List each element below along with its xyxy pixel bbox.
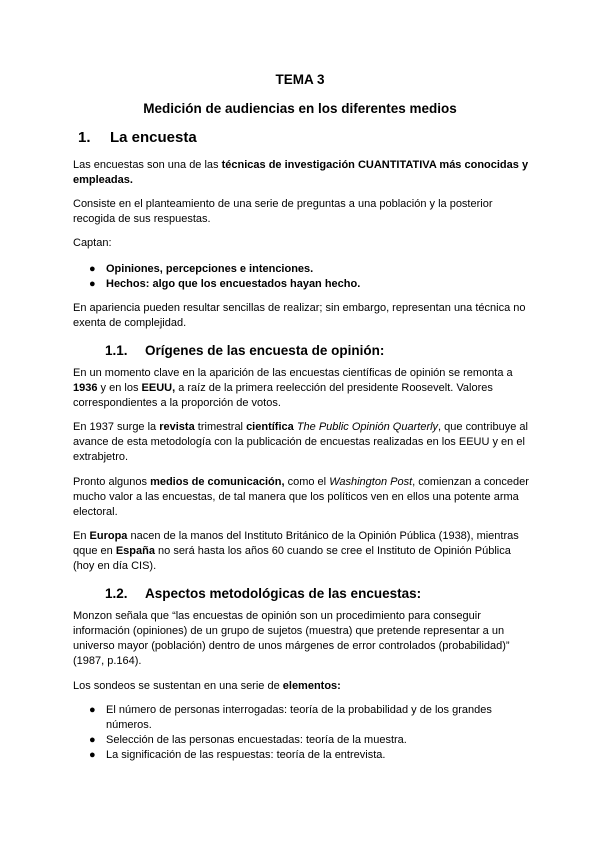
- text-run: , comienzan a conceder mucho valor a las encuestas, de tal manera que los políticos ven en ellos una potente arma electoral.: [73, 476, 529, 518]
- list-item: [73, 703, 533, 733]
- paragraph-captan: Captan:: [73, 237, 112, 249]
- bold-run: medios de comunicación,: [150, 476, 285, 488]
- italic-run: Washington Post: [329, 476, 413, 488]
- list-item: [73, 277, 533, 292]
- bold-run: España: [115, 545, 155, 557]
- paragraph-media: [73, 475, 533, 520]
- list-item-text: Opiniones, percepciones e intenciones.: [106, 263, 314, 275]
- text-run: no será hasta los años 60 cuando se cree el Instituto de Opinión Pública (hoy en día CIS).: [73, 545, 511, 572]
- text-run: a raíz de la primera reelección del presidente Roosevelt. Valores correspondientes a la proporción de votos.: [73, 382, 493, 409]
- elementos-list: [73, 703, 533, 763]
- paragraph-elementos: [73, 679, 533, 694]
- paragraph-europe: [73, 529, 533, 574]
- list-item: [73, 262, 533, 277]
- section-number: 1.2.: [105, 586, 128, 601]
- paragraph-1937: [73, 420, 533, 465]
- text-run: Pronto algunos: [73, 476, 151, 488]
- bold-run: EEUU,: [141, 382, 176, 394]
- bullet-icon: ●: [89, 734, 96, 746]
- section-title: Aspectos metodológicas de las encuestas:: [145, 586, 422, 601]
- captan-list: [73, 262, 533, 292]
- list-item-text: La significación de las respuestas: teoría de la entrevista.: [106, 749, 386, 761]
- italic-run: The Public Opinión Quarterly: [296, 421, 439, 433]
- bullet-icon: ●: [89, 263, 96, 275]
- bold-run: Europa: [89, 530, 128, 542]
- bullet-icon: ●: [89, 749, 96, 761]
- text-run: Las encuestas son una de las: [73, 159, 222, 171]
- paragraph-monzon-quote: Monzon señala que “las encuestas de opinión son un procedimiento para conseguir información (opiniones) de un grupo de sujetos (muestra) que pretende representar a un universo mayor (población) dentro de unos márgenes de error controlados (probabilidad)” (1987, p.164).: [73, 610, 510, 667]
- paragraph-definition: Consiste en el planteamiento de una serie de preguntas a una población y la posterior recogida de sus respuestas.: [73, 198, 493, 225]
- section-title: La encuesta: [110, 129, 197, 146]
- text-run: En: [73, 530, 90, 542]
- bullet-icon: ●: [89, 278, 96, 290]
- bullet-icon: ●: [89, 704, 96, 716]
- bold-run: revista: [159, 421, 195, 433]
- bold-run: técnicas de investigación CUANTITATIVA más conocidas y empleadas.: [73, 159, 529, 186]
- text-run: nacen de la manos del Instituto Británico de la Opinión Pública (1938), mientras qque en: [73, 530, 519, 557]
- text-run: como el: [284, 476, 330, 488]
- text-run: En un momento clave en la aparición de las encuestas científicas de opinión se remonta a: [73, 367, 513, 379]
- page-subtitle: Medición de audiencias en los diferentes medios: [143, 101, 457, 116]
- text-run: trimestral: [194, 421, 247, 433]
- list-item-text: Hechos: algo que los encuestados hayan hecho.: [106, 278, 361, 290]
- section-number: 1.1.: [105, 343, 128, 358]
- bold-run: científica: [246, 421, 294, 433]
- paragraph-intro: [73, 158, 533, 188]
- list-item: [73, 733, 533, 748]
- paragraph-complexity: En apariencia pueden resultar sencillas de realizar; sin embargo, representan una técnica no exenta de complejidad.: [73, 302, 526, 329]
- list-item: [73, 748, 533, 763]
- list-item-text: Selección de las personas encuestadas: teoría de la muestra.: [106, 734, 407, 746]
- text-run: y en los: [97, 382, 142, 394]
- bold-run: 1936: [73, 382, 98, 394]
- paragraph-origins: [73, 366, 533, 411]
- bold-run: elementos:: [282, 680, 341, 692]
- text-run: En 1937 surge la: [73, 421, 160, 433]
- page-title: TEMA 3: [275, 72, 325, 87]
- list-item-text: El número de personas interrogadas: teoría de la probabilidad y de los grandes números.: [106, 704, 492, 731]
- section-title: Orígenes de las encuesta de opinión:: [145, 343, 385, 358]
- text-run: Los sondeos se sustentan en una serie de: [73, 680, 283, 692]
- section-number: 1.: [78, 129, 91, 146]
- text-run: , que contribuye al avance de esta metodología con la publicación de encuestas realizadas en los EEUU y en el extrabjetro.: [73, 421, 528, 463]
